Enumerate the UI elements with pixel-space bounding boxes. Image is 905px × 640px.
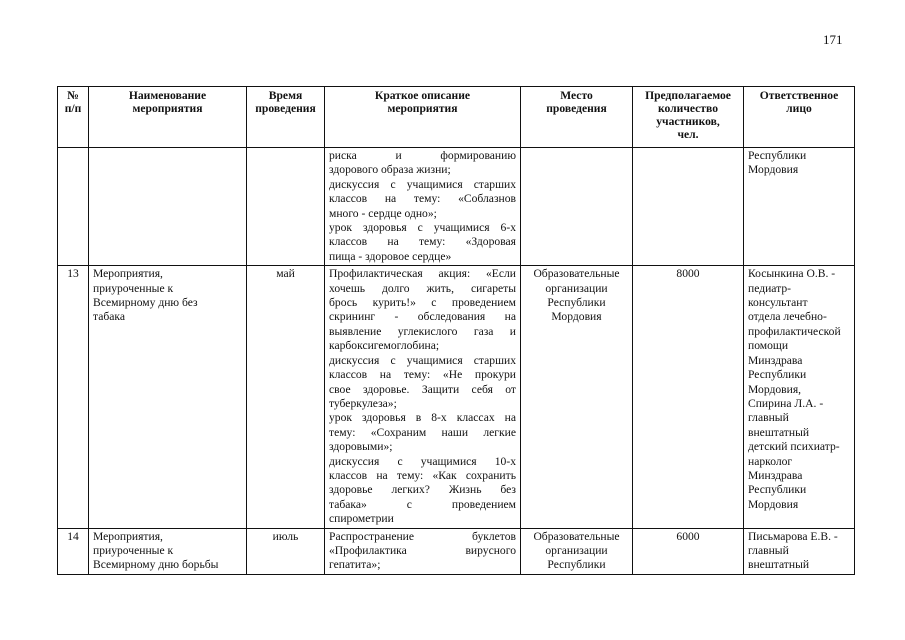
text-line: помощи [748, 339, 789, 353]
cell-name [89, 148, 247, 266]
text-line: риска и формированию [329, 149, 516, 162]
cell-time: май [247, 266, 325, 528]
text-line: урок здоровья с учащимися 6-х [329, 221, 516, 235]
text-line: здорового образа жизни; [329, 163, 451, 177]
header-responsible [744, 87, 855, 148]
text-line: здоровыми»; [329, 440, 393, 454]
text-line: дискуссия с учащимися старших [329, 177, 516, 191]
header-text: участников, [656, 115, 720, 128]
text-line: Мероприятия, [93, 529, 163, 543]
table-row [58, 148, 855, 266]
text-line: классов на тему: «Как сохранить [329, 468, 516, 482]
text-line: свое здоровье. Защити себя от [329, 382, 516, 396]
text-line: здоровье легких? Жизнь без [329, 483, 516, 497]
text-line: внештатный [748, 558, 810, 572]
header-text: мероприятия [387, 102, 458, 115]
text-line: Образовательные [533, 529, 620, 543]
text-line: тему: «Сохраним наши легкие [329, 425, 516, 439]
text-line: отдела лечебно- [748, 310, 827, 324]
text-line: Профилактическая акция: «Если [329, 267, 516, 281]
text-line: консультант [748, 296, 808, 310]
text-line: Всемирному дню борьбы [93, 558, 219, 572]
text-line: хочешь долго жить, сигареты [329, 281, 516, 295]
table-row [58, 528, 855, 574]
text-line: Распространение буклетов [329, 529, 516, 543]
text-line: выявление углекислого газа и [329, 324, 516, 338]
text-line: педиатр- [748, 281, 792, 295]
text-line: Мордовия, [748, 382, 802, 396]
cell-number: 14 [58, 528, 89, 574]
cell-time [247, 148, 325, 266]
text-line: Минздрава [748, 353, 803, 367]
header-text: Наименование [128, 89, 207, 102]
text-line: много - сердце одно»; [329, 206, 437, 220]
header-text: мероприятия [132, 102, 203, 115]
text-line: профилактической [748, 324, 841, 338]
text-line: табака [93, 310, 126, 324]
text-line: детский психиатр- [748, 440, 840, 454]
text-line: Письмарова Е.В. - [748, 529, 838, 543]
header-text: Краткое описание [374, 89, 471, 102]
text-line: Мордовия [748, 497, 799, 511]
text-line: пища - здоровое сердце» [329, 249, 452, 263]
text-line: приуроченные к [93, 281, 174, 295]
text-line: нарколог [748, 454, 793, 468]
text-line: внештатный [748, 425, 810, 439]
text-line: «Профилактика вирусного [329, 543, 516, 557]
header-text: проведения [255, 102, 316, 115]
cell-description [325, 266, 521, 528]
text-line: главный [748, 543, 789, 557]
header-text: Время [268, 89, 303, 102]
header-text: п/п [64, 102, 82, 115]
text-line: приуроченные к [93, 543, 174, 557]
text-line: Косынкина О.В. - [748, 267, 836, 281]
header-number [58, 87, 89, 148]
text-line: классов на тему: «Здоровая [329, 235, 516, 249]
text-line: Мордовия [551, 310, 602, 324]
text-line: главный [748, 411, 789, 425]
page-number: 171 [823, 32, 843, 47]
cell-number: 13 [58, 266, 89, 528]
header-name [89, 87, 247, 148]
cell-responsible [744, 148, 855, 266]
header-time [247, 87, 325, 148]
cell-participants [633, 148, 744, 266]
text-line: Образовательные [533, 267, 620, 281]
text-line: Республики [547, 558, 606, 572]
text-line: туберкулеза»; [329, 396, 397, 410]
text-line: классов на тему: «Соблазнов [329, 192, 516, 206]
text-line: гепатита»; [329, 558, 381, 572]
header-text: Место [560, 89, 593, 102]
text-line: брось курить!» с проведением [329, 296, 516, 310]
header-text: количество [657, 102, 718, 115]
header-text: Предполагаемое [645, 89, 731, 102]
text-line: Минздрава [748, 468, 803, 482]
text-line: дискуссия с учащимися 10-х [329, 454, 516, 468]
cell-place [521, 266, 633, 528]
text-line: карбоксигемоглобина; [329, 339, 440, 353]
header-text: № [67, 89, 79, 102]
text-line: организации [545, 281, 608, 295]
text-line: табака» с проведением [329, 497, 516, 511]
text-line: Республики [748, 368, 807, 382]
header-participants [633, 87, 744, 148]
cell-place [521, 148, 633, 266]
cell-number [58, 148, 89, 266]
text-line: классов на тему: «Не прокури [329, 368, 516, 382]
text-line: урок здоровья в 8-х классах на [329, 411, 516, 425]
text-line: Республики [748, 483, 807, 497]
cell-name [89, 528, 247, 574]
header-description [325, 87, 521, 148]
cell-name [89, 266, 247, 528]
events-table [57, 86, 855, 575]
text-line: дискуссия с учащимися старших [329, 353, 516, 367]
table-header-row [58, 87, 855, 148]
text-line: Всемирному дню без [93, 296, 198, 310]
text-line: Республики [748, 149, 807, 162]
cell-responsible [744, 528, 855, 574]
header-text: Ответственное [759, 89, 839, 102]
cell-description [325, 528, 521, 574]
text-line: скрининг - обследования на [329, 310, 516, 324]
text-line: Мордовия [748, 163, 799, 177]
text-line: спирометрии [329, 512, 394, 526]
cell-responsible [744, 266, 855, 528]
table-row [58, 266, 855, 528]
text-line: Мероприятия, [93, 267, 163, 281]
cell-place [521, 528, 633, 574]
cell-participants: 8000 [633, 266, 744, 528]
text-line: организации [545, 543, 608, 557]
header-text: лицо [786, 102, 812, 115]
text-line: Спирина Л.А. - [748, 396, 824, 410]
text-line: Республики [547, 296, 606, 310]
header-place [521, 87, 633, 148]
cell-description [325, 148, 521, 266]
header-text: чел. [677, 128, 699, 141]
cell-participants: 6000 [633, 528, 744, 574]
cell-time: июль [247, 528, 325, 574]
header-text: проведения [546, 102, 607, 115]
